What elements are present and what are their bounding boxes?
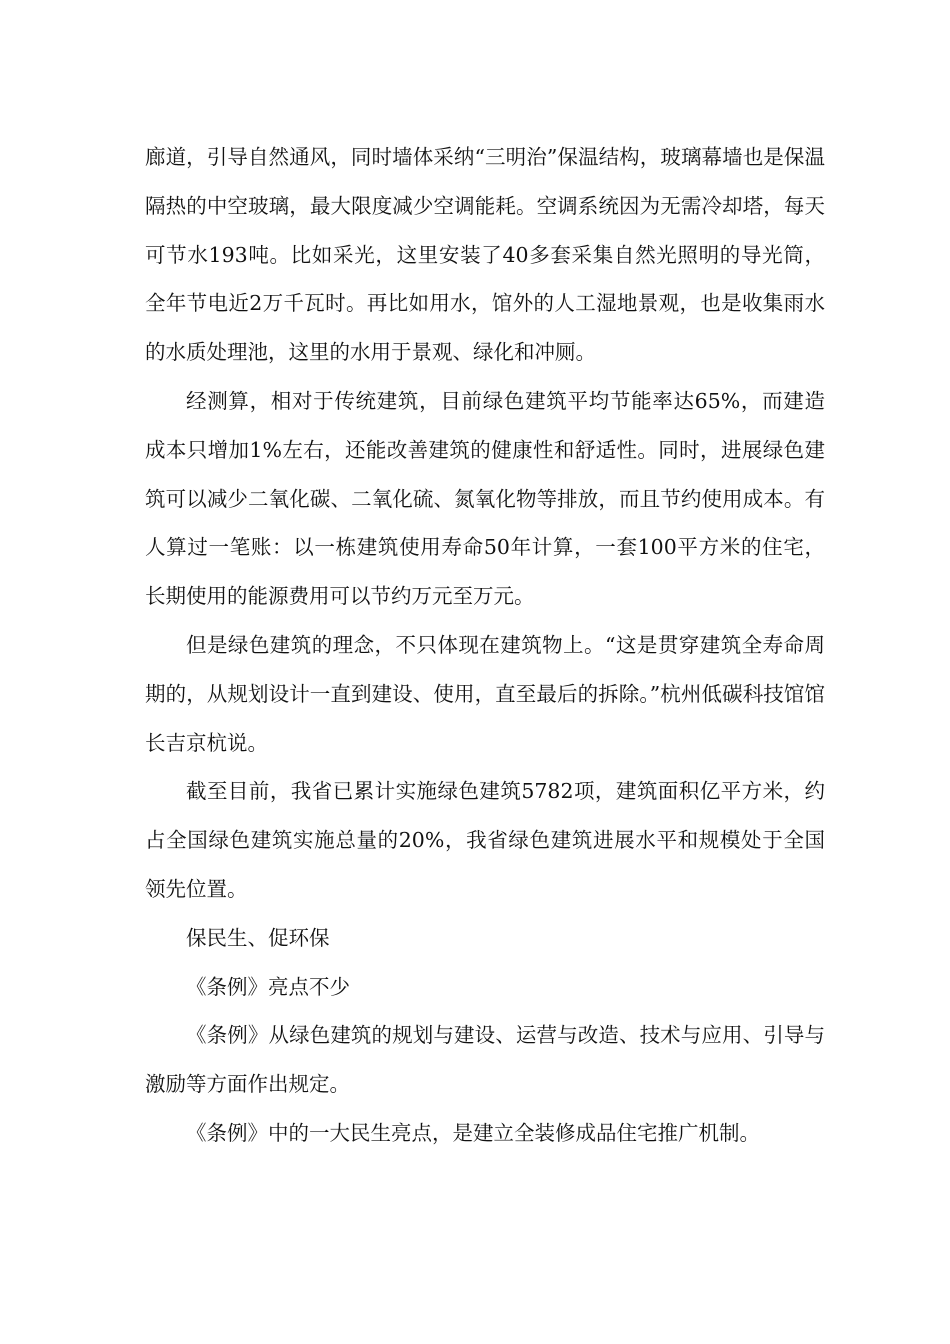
- paragraph-regulation-scope: 《条例》从绿色建筑的规划与建设、运营与改造、技术与应用、引导与激励等方面作出规定。: [145, 1023, 825, 1097]
- section-heading-line-1: 保民生、促环保: [186, 925, 330, 950]
- paragraph-province-stats: 截至目前，我省已累计实施绿色建筑5782项，建筑面积亿平方米，约占全国绿色建筑实施总量的20%，我省绿色建筑进展水平和规模处于全国领先位置。: [145, 779, 825, 901]
- paragraph-green-concept: 但是绿色建筑的理念，不只体现在建筑物上。“这是贯穿建筑全寿命周期的，从规划设计一直到建设、使用，直至最后的拆除。”杭州低碳科技馆馆长吉京杭说。: [145, 632, 825, 755]
- paragraph-regulation-highlight: 《条例》中的一大民生亮点，是建立全装修成品住宅推广机制。: [186, 1120, 760, 1145]
- section-heading-line-2: 《条例》亮点不少: [186, 974, 350, 999]
- paragraph-energy-savings: 经测算，相对于传统建筑，目前绿色建筑平均节能率达65%，而建造成本只增加1%左右，还能改善建筑的健康性和舒适性。同时，进展绿色建筑可以减少二氧化碳、二氧化硫、氮氧化物等排放，而且节约使用成本。有人算过一笔账：以一栋建筑使用寿命50年计算，一套100平方米的住宅，长期使用的能源费用可以节约万元至万元。: [145, 388, 825, 609]
- document-body: [145, 133, 825, 1158]
- paragraph-continuation: 廊道，引导自然通风，同时墙体采纳“三明治”保温结构，玻璃幕墙也是保温隔热的中空玻璃，最大限度减少空调能耗。空调系统因为无需冷却塔，每天可节水193吨。比如采光，这里安装了40多套采集自然光照明的导光筒，全年节电近2万千瓦时。再比如用水，馆外的人工湿地景观，也是收集雨水的水质处理池，这里的水用于景观、绿化和冲厕。: [145, 145, 825, 365]
